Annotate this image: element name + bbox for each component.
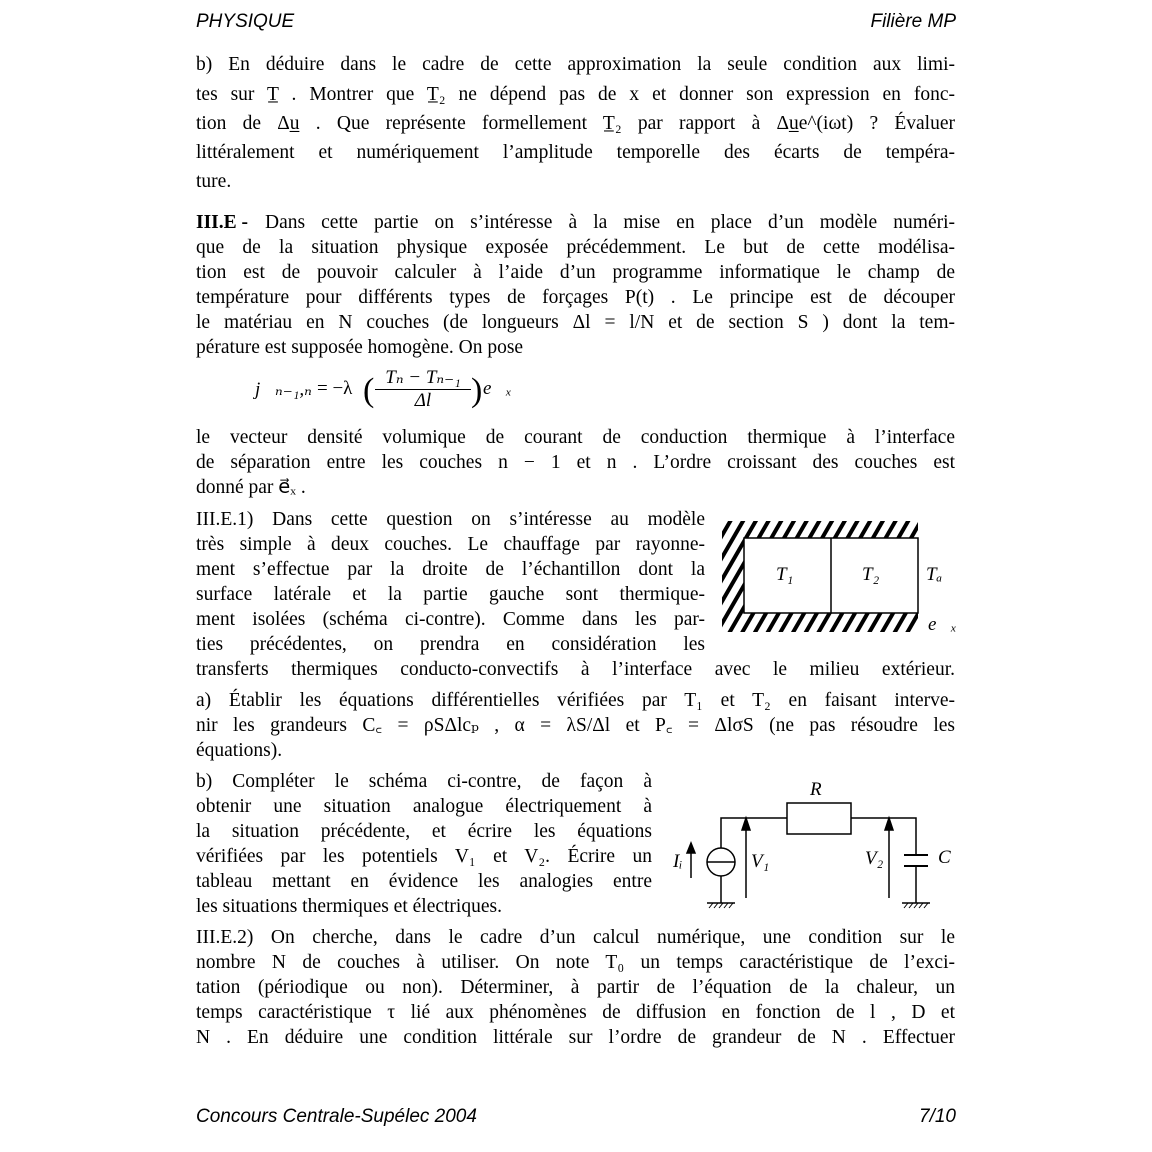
text-line: la situation précédente, et écrire les équations — [196, 821, 652, 842]
label-t2: T₂ — [862, 564, 880, 585]
ground-icon — [707, 903, 735, 908]
text-line: nombre N de couches à utiliser. On note T₀ un temps caractéristique de l’exci- — [196, 952, 955, 973]
text-line: tes sur T̲ . Montrer que T̲₂ ne dépend pas de x et donner son expression en fonc- — [196, 84, 955, 105]
text-line: température pour différents types de forçages P(t) . Le principe est de découper — [196, 287, 955, 308]
text-line: les situations thermiques et électriques. — [196, 896, 502, 917]
text-line: de séparation entre les couches n − 1 et n . L’ordre croissant des couches est — [196, 452, 955, 473]
text-line: b) En déduire dans le cadre de cette approximation la seule condition aux limi- — [196, 54, 955, 75]
document-page: PHYSIQUE Filière MP b) En déduire dans le cadre de cette approximation la seule condition aux limi- tes sur T̲ . Montrer que T̲₂ ne dépend pas de x et donner son expression en fonc- tion de Δu̲ . Que représente formellement T̲₂ par rapport à Δu̲e^(iωt) ? Évaluer littéralement et numériquement l’amplitude temporelle des écarts de tempéra- ture. III.E - Dans cette partie on s’intéresse à la mise en place d’un modèle numéri- que de la situation physique exposée précédemment. Le but de cette modélisa- tion est de pouvoir calculer à l’aide d’un programme informatique le champ de température pour différents types de forçages P(t) . Le principe est de découper le matériau en N couches (de longueurs Δl = l/N et de section S ) dont la tem- pérature est supposée homogène. On pose j⃗ₙ₋₁,ₙ = −λ ( Tₙ − Tₙ₋₁ Δl ) e⃗ₓ le vecteur densité volumique de courant de conduction thermique à l’interface de séparation entre les couches n − 1 et n . L’ordre croissant des couches est donné par e⃗ₓ . III.E.1) Dans cette question on s’intéresse au modèle très simple à deux couches. Le chauffage par rayonne- ment s’effectue par la droite de l’échantillon dont la surface latérale et la partie gauche sont thermique- ment isolées (schéma ci-contre). Comme dans les par- ties précédentes, on prendra en considération les transferts thermiques conducto-convectifs à l’interface avec le milieu extérieur. T₁ T₂ Tₐ e⃗ₓ a) Établir les équations différentielles vérifiées par T₁ et T₂ en faisant interve- nir les grandeurs C꜀ = ρSΔlcₚ , α = λS/Δl et P꜀ = ΔlσS (ne pas résoudre les équations). b) Compléter le schéma ci-contre, de façon à obtenir une situation analogue électriquement à la situation précédente, et écrire les équations vérifiées par les potentiels V₁ et V₂. Écrire un tableau mettant en évidence les analogies entre les situations thermiques et électriques. R C Iᵢ V₁ V₂ III.E.2) On cherche, dans le cadre d’un calcul numérique, une condition sur le nombre N de couches à utiliser. On note T₀ un temps caractéristique de l’exci- tation (périodique ou non). Déterminer, à partir de l’équation de la chaleur, un temps caractéristique τ lié aux phénomènes de diffusion en fonction de l , D et N . En déduire une condition littérale sur l’ordre de grandeur de N . Effectuer Concours Centrale-Supélec 2004 7/10 — [0, 0, 1152, 1152]
text-line: tion est de pouvoir calculer à l’aide d’un programme informatique le champ de — [196, 262, 955, 283]
text-line: a) Établir les équations différentielles vérifiées par T₁ et T₂ en faisant interve- — [196, 690, 955, 711]
text-line: Dans cette partie on s’intéresse à la mise en place d’un modèle numéri- — [265, 212, 955, 233]
text-line: très simple à deux couches. Le chauffage par rayonne- — [196, 534, 705, 555]
text-line: b) Compléter le schéma ci-contre, de façon à — [196, 771, 652, 792]
text-line: pérature est supposée homogène. On pose — [196, 337, 524, 358]
text-line: le vecteur densité volumique de courant de conduction thermique à l’interface — [196, 427, 955, 448]
text-line: temps caractéristique τ lié aux phénomènes de diffusion en fonction de l , D et — [196, 1002, 955, 1023]
label-v1: V₁ — [751, 851, 770, 872]
text-line: tation (périodique ou non). Déterminer, à partir de l’équation de la chaleur, un — [196, 977, 955, 998]
text-line: tion de Δu̲ . Que représente formellement T̲₂ par rapport à Δu̲e^(iωt) ? Évaluer — [196, 113, 955, 134]
label-c: C — [938, 847, 951, 868]
text-line: vérifiées par les potentiels V₁ et V₂. Écrire un — [196, 846, 652, 867]
text-line: III.E.1) Dans cette question on s’intéresse au modèle — [196, 509, 705, 530]
eq-equals: = −λ — [317, 378, 353, 399]
label-t1: T₁ — [776, 564, 794, 585]
text-line: ment s’effectue par la droite de l’échantillon dont la — [196, 559, 705, 580]
page-number: 7/10 — [919, 1106, 956, 1127]
eq-rhs: e⃗ₓ — [483, 378, 512, 399]
text-line: obtenir une situation analogue électriquement à — [196, 796, 652, 817]
text-line: surface latérale et la partie gauche sont thermique- — [196, 584, 705, 605]
ground-icon — [902, 903, 930, 908]
eq-lhs: j⃗ₙ₋₁,ₙ — [255, 379, 312, 400]
resistor — [787, 803, 851, 834]
text-line: ties précédentes, on prendra en considération les — [196, 634, 705, 655]
eq-numerator: Tₙ − Tₙ₋₁ — [375, 366, 471, 390]
text-line: III.E.2) On cherche, dans le cadre d’un calcul numérique, une condition sur le — [196, 927, 955, 948]
text-line: le matériau en N couches (de longueurs Δl = l/N et de section S ) dont la tem- — [196, 312, 955, 333]
text-line: littéralement et numériquement l’amplitude temporelle des écarts de tempéra- — [196, 142, 955, 163]
label-ex: e⃗ₓ — [928, 614, 957, 635]
text-line: tableau mettant en évidence les analogies entre — [196, 871, 652, 892]
eq-denominator: Δl — [414, 390, 432, 411]
header-track: Filière MP — [870, 11, 956, 32]
text-line: que de la situation physique exposée précédemment. Le but de cette modélisa- — [196, 237, 955, 258]
text-line: nir les grandeurs C꜀ = ρSΔlcₚ , α = λS/Δl et P꜀ = ΔlσS (ne pas résoudre les — [196, 715, 955, 736]
text-line: donné par e⃗ₓ . — [196, 477, 306, 498]
section-label: III.E - — [196, 212, 249, 233]
label-ta: Tₐ — [926, 564, 943, 585]
text-line: N . En déduire une condition littérale sur l’ordre de grandeur de N . Effectuer — [196, 1027, 955, 1048]
header-subject: PHYSIQUE — [196, 11, 295, 32]
label-r: R — [810, 779, 822, 800]
text-line: ture. — [196, 171, 232, 192]
text-line: transferts thermiques conducto-convectifs à l’interface avec le milieu extérieur. — [196, 659, 955, 680]
text-line: équations). — [196, 740, 283, 761]
label-v2: V₂ — [865, 848, 884, 869]
label-ii: Iᵢ — [673, 851, 683, 872]
footer-contest: Concours Centrale-Supélec 2004 — [196, 1106, 477, 1127]
text-line: ment isolées (schéma ci-contre). Comme dans les par- — [196, 609, 705, 630]
